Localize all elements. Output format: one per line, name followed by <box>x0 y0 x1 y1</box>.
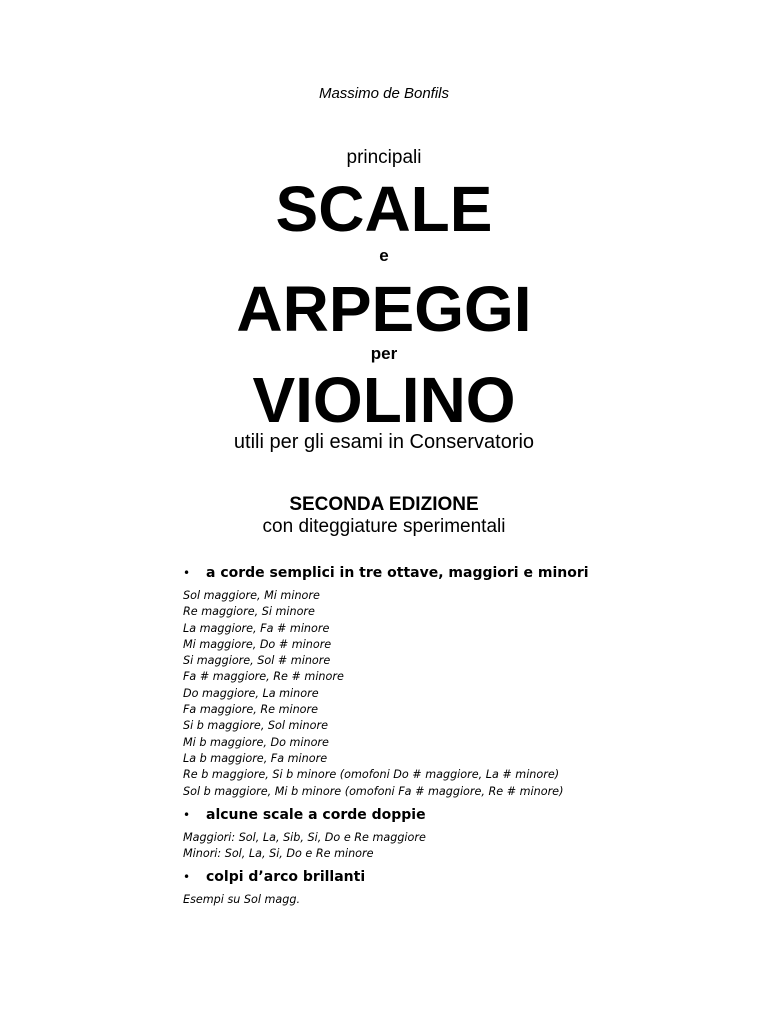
section-heading <box>183 868 366 892</box>
list-item: Fa # maggiore, Re # minore <box>183 670 344 684</box>
title-line-violino: VIOLINO <box>252 364 516 436</box>
bullet-icon: • <box>183 808 191 822</box>
title-connector-e: e <box>379 246 389 265</box>
section-heading <box>183 806 426 830</box>
edition-heading: SECONDA EDIZIONE <box>289 494 479 515</box>
bullet-icon: • <box>183 870 191 884</box>
list-item: Minori: Sol, La, Si, Do e Re minore <box>183 847 374 861</box>
list-item: Re maggiore, Si minore <box>183 605 315 619</box>
list-item: Mi maggiore, Do # minore <box>183 637 332 651</box>
list-item: Do maggiore, La minore <box>183 686 319 700</box>
section-heading-text: colpi d’arco brillanti <box>206 869 366 885</box>
section-bow-strokes <box>183 868 366 908</box>
list-item: Sol b maggiore, Mi b minore (omofoni Fa # maggiore, Re # minore) <box>183 784 564 798</box>
list-item: Esempi su Sol magg. <box>183 893 301 906</box>
subtitle: utili per gli esami in Conservatorio <box>233 431 535 453</box>
title-line-scale: SCALE <box>275 173 493 245</box>
scale-list <box>183 588 563 800</box>
list-item: Sol maggiore, Mi minore <box>183 589 320 602</box>
list-item: La b maggiore, Fa minore <box>183 751 328 765</box>
list-item: La maggiore, Fa # minore <box>183 621 330 635</box>
author-name: Massimo de Bonfils <box>318 85 450 102</box>
section-heading-text: alcune scale a corde doppie <box>206 807 426 823</box>
bullet-icon: • <box>183 566 191 580</box>
scale-list <box>183 830 426 863</box>
title-line-arpeggi: ARPEGGI <box>236 273 532 345</box>
section-double-stop-scales <box>183 806 426 863</box>
list-item: Maggiori: Sol, La, Sib, Si, Do e Re maggiore <box>183 831 426 844</box>
edition-note: con diteggiature sperimentali <box>262 516 506 537</box>
section-heading <box>183 564 589 588</box>
scale-list <box>183 892 300 908</box>
pre-title: principali <box>346 147 422 168</box>
section-single-string-scales <box>183 564 589 800</box>
list-item: Mi b maggiore, Do minore <box>183 735 329 749</box>
title-connector-per: per <box>370 344 398 363</box>
list-item: Re b maggiore, Si b minore (omofoni Do # maggiore, La # minore) <box>183 768 560 782</box>
section-heading-text: a corde semplici in tre ottave, maggiori e minori <box>206 565 589 581</box>
list-item: Fa maggiore, Re minore <box>183 703 318 717</box>
list-item: Si maggiore, Sol # minore <box>183 654 331 668</box>
list-item: Si b maggiore, Sol minore <box>183 719 328 733</box>
